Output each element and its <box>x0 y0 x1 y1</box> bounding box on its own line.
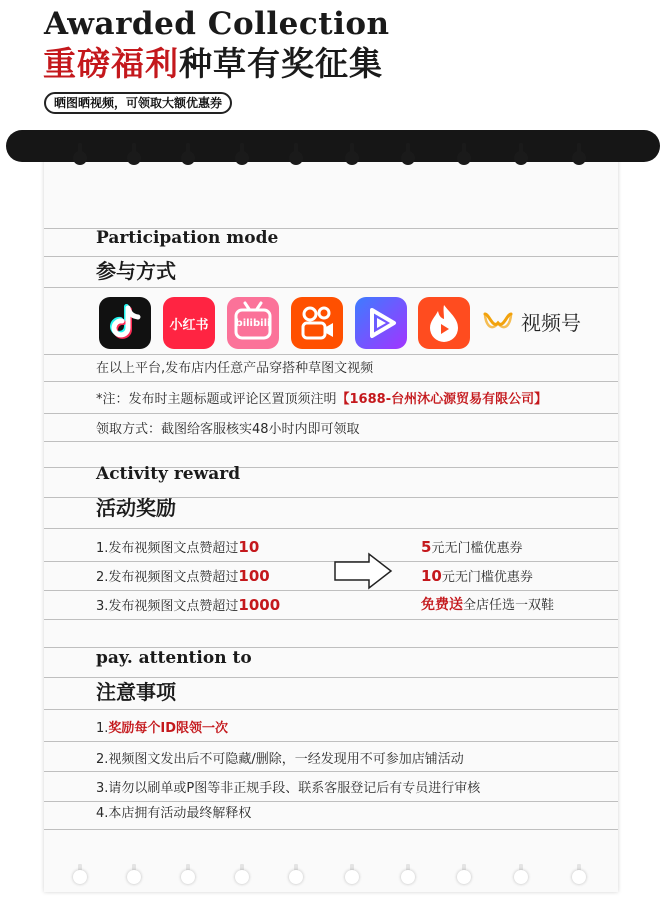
reward-condition: 1.发布视频图文点赞超过 <box>96 541 239 556</box>
binder-hole <box>401 862 415 884</box>
title-highlight: 重磅福利 <box>43 44 179 83</box>
binder-ring <box>181 143 195 165</box>
attention-item <box>96 718 228 740</box>
attention-text: 本店拥有活动最终解释权 <box>108 806 252 821</box>
attention-item <box>96 778 480 800</box>
kuaishou-icon <box>291 297 343 349</box>
xiaohongshu-label: 小红书 <box>169 317 209 333</box>
reward-result-row <box>421 536 522 560</box>
binder-hole <box>572 862 586 884</box>
attention-item <box>96 803 251 825</box>
attention-prefix: 1. <box>96 721 109 736</box>
reward-value: 5 <box>421 538 432 556</box>
attention-text: 视频图文发出后不可隐藏/删除，一经发现用不可参加店铺活动 <box>108 752 464 767</box>
subtitle-badge: 晒图晒视频，可领取大额优惠券 <box>44 92 232 114</box>
binder-ring <box>457 143 471 165</box>
reward-condition-row <box>96 594 280 618</box>
title-english: Awarded Collection <box>44 6 390 42</box>
reward-condition-row <box>96 565 270 589</box>
reward-value: 免费送 <box>421 597 463 613</box>
note-prefix: *注：发布时主题标题或评论区置顶须注明 <box>96 392 337 407</box>
reward-condition: 3.发布视频图文点赞超过 <box>96 599 239 614</box>
xiaohongshu-icon <box>163 297 215 349</box>
title-chinese <box>43 43 383 85</box>
shop-name-highlight: 【1688-台州沐心源贸易有限公司】 <box>336 392 548 407</box>
reward-value: 10 <box>421 567 442 585</box>
reward-condition-row <box>96 536 259 560</box>
attention-heading-cn: 注意事项 <box>96 680 176 704</box>
binder-hole <box>514 862 528 884</box>
reward-result-row <box>421 565 533 589</box>
arrow-right-icon <box>333 552 393 590</box>
attention-highlight: 奖励每个ID限领一次 <box>108 721 229 736</box>
bilibili-label: bilibili <box>235 317 271 329</box>
attention-text: 请勿以刷单或P图等非正规手段、联系客服登记后有专员进行审核 <box>108 781 481 796</box>
reward-text: 元无门槛优惠券 <box>441 570 533 585</box>
binder-hole <box>127 862 141 884</box>
huoshan-icon <box>418 297 470 349</box>
attention-prefix: 4. <box>96 806 109 821</box>
binder-hole <box>181 862 195 884</box>
binder-ring <box>345 143 359 165</box>
binder-bar <box>6 130 660 162</box>
reward-text: 元无门槛优惠券 <box>431 541 523 556</box>
wechat-channels-label: 视频号 <box>521 311 581 335</box>
tiktok-icon <box>99 297 151 349</box>
participation-line-2 <box>96 389 547 411</box>
binder-hole <box>73 862 87 884</box>
reward-threshold: 10 <box>238 538 260 556</box>
reward-threshold: 100 <box>238 567 270 585</box>
title-rest: 种草有奖征集 <box>179 44 383 83</box>
binder-hole <box>457 862 471 884</box>
attention-item <box>96 749 464 771</box>
reward-heading-cn: 活动奖励 <box>96 496 176 520</box>
binder-ring <box>127 143 141 165</box>
reward-condition: 2.发布视频图文点赞超过 <box>96 570 239 585</box>
bilibili-icon <box>227 297 279 349</box>
wechat-channels-icon <box>483 311 513 335</box>
binder-ring <box>572 143 586 165</box>
participation-line-3: 领取方式：截图给客服核实48小时内即可领取 <box>96 422 360 437</box>
binder-ring <box>401 143 415 165</box>
video-play-icon <box>355 297 407 349</box>
participation-line-1: 在以上平台,发布店内任意产品穿搭种草图文视频 <box>96 361 374 376</box>
participation-heading-en: Participation mode <box>96 228 279 248</box>
binder-ring <box>73 143 87 165</box>
reward-heading-en: Activity reward <box>96 464 241 484</box>
participation-heading-cn: 参与方式 <box>96 259 176 283</box>
binder-hole <box>289 862 303 884</box>
binder-ring <box>235 143 249 165</box>
reward-text: 全店任选一双鞋 <box>463 598 555 613</box>
reward-result-row <box>421 594 554 617</box>
attention-prefix: 3. <box>96 781 109 796</box>
binder-hole <box>345 862 359 884</box>
binder-ring <box>514 143 528 165</box>
attention-prefix: 2. <box>96 752 109 767</box>
binder-hole <box>235 862 249 884</box>
attention-heading-en: pay. attention to <box>96 648 252 668</box>
binder-ring <box>289 143 303 165</box>
reward-threshold: 1000 <box>238 596 281 614</box>
